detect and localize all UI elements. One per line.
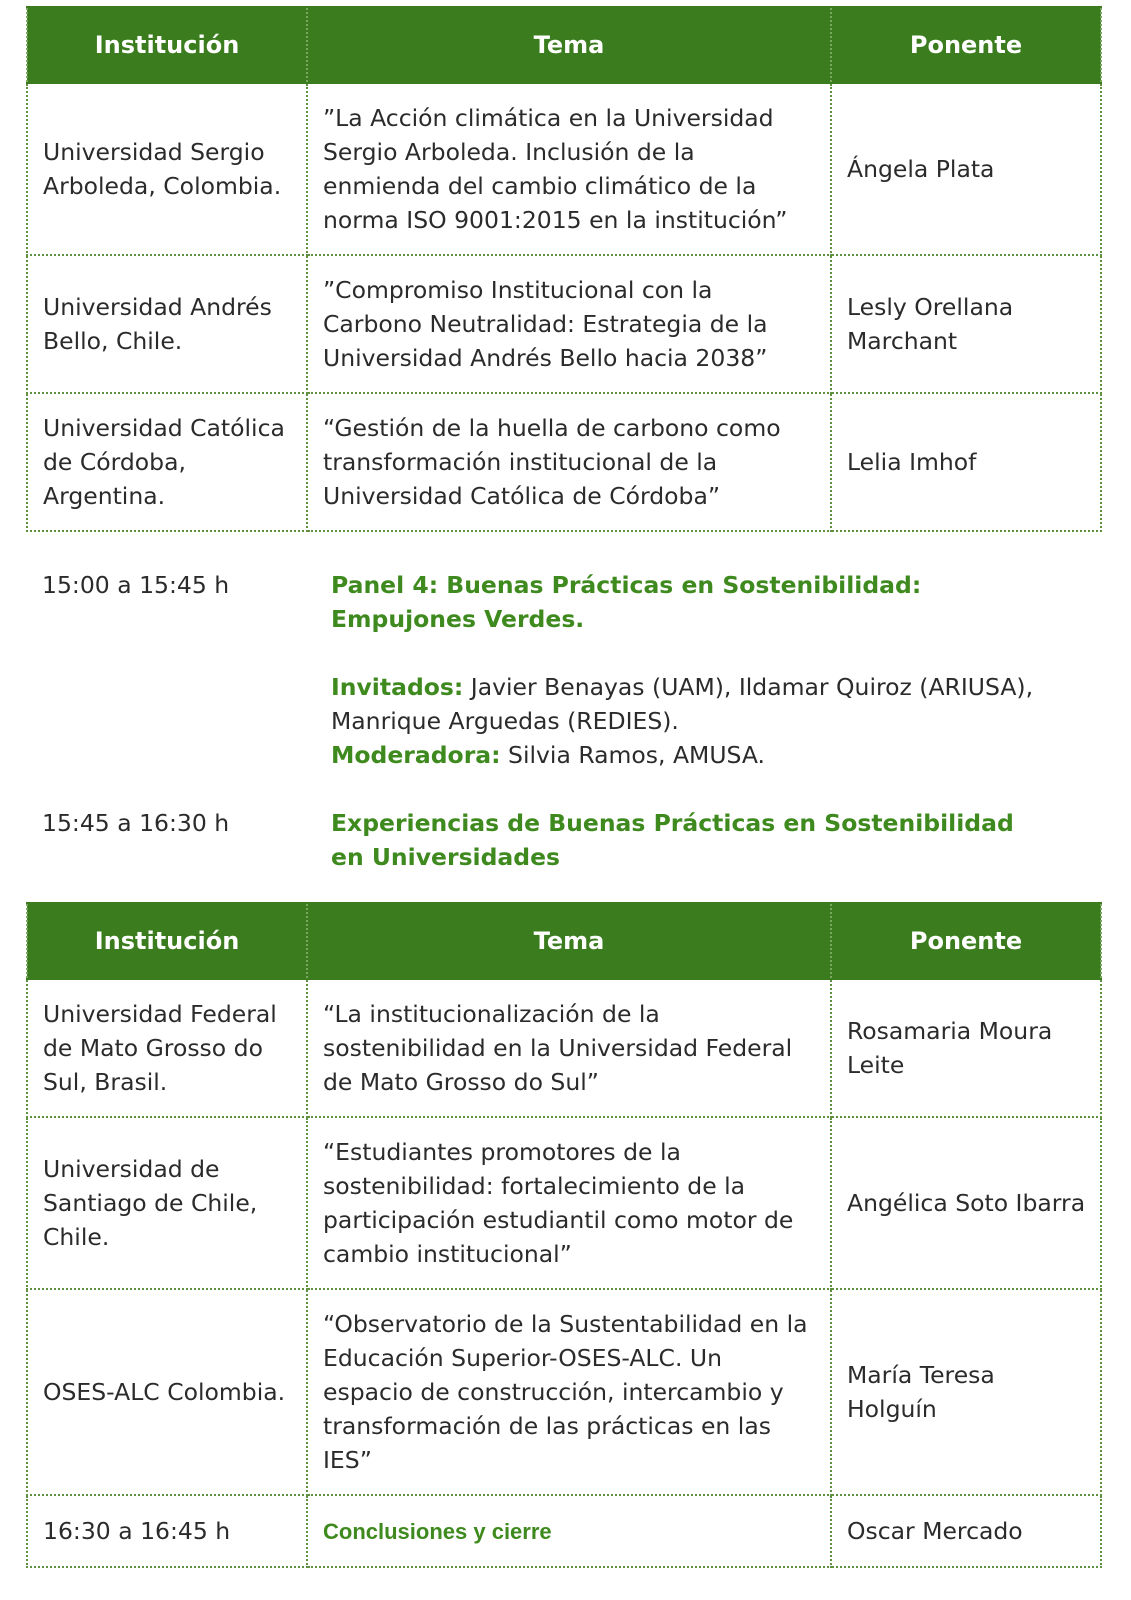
header-institucion: Institución <box>27 903 307 979</box>
guests-line <box>331 670 1071 738</box>
tema-cell: “Observatorio de la Sustentabilidad en la Educación Superior-OSES-ALC. Un espacio de construcción, intercambio y transformación de las prácticas en las IES” <box>307 1289 831 1495</box>
institucion-cell: Universidad Andrés Bello, Chile. <box>27 255 307 393</box>
institucion-cell: Universidad Federal de Mato Grosso do Sul, Brasil. <box>27 979 307 1117</box>
panel-block <box>331 568 1071 772</box>
header-ponente: Ponente <box>831 903 1101 979</box>
tema-cell: “La institucionalización de la sostenibilidad en la Universidad Federal de Mato Grosso do Sul” <box>307 979 831 1117</box>
institucion-cell: Universidad Sergio Arboleda, Colombia. <box>27 83 307 255</box>
closing-ponente-cell: Oscar Mercado <box>831 1495 1101 1567</box>
ponente-cell: Lelia Imhof <box>831 393 1101 531</box>
ponente-cell: Ángela Plata <box>831 83 1101 255</box>
closing-title-cell <box>307 1495 831 1567</box>
ponente-cell: María Teresa Holguín <box>831 1289 1101 1495</box>
tema-cell: “Gestión de la huella de carbono como transformación institucional de la Universidad Católica de Córdoba” <box>307 393 831 531</box>
table-header-row <box>27 7 1101 83</box>
table-row <box>27 979 1101 1117</box>
ponente-cell: Angélica Soto Ibarra <box>831 1117 1101 1289</box>
guests-label: Invitados: <box>331 673 464 701</box>
header-ponente: Ponente <box>831 7 1101 83</box>
tema-cell: ”La Acción climática en la Universidad Sergio Arboleda. Inclusión de la enmienda del cambio climático de la norma ISO 9001:2015 en la institución” <box>307 83 831 255</box>
agenda-table-1 <box>26 6 1102 532</box>
table-row <box>27 393 1101 531</box>
tema-cell: “Estudiantes promotores de la sostenibilidad: fortalecimiento de la participación estudiantil como motor de cambio institucional” <box>307 1117 831 1289</box>
closing-time-cell: 16:30 a 16:45 h <box>27 1495 307 1567</box>
session-title: Experiencias de Buenas Prácticas en Sostenibilidad en Universidades <box>331 809 1014 871</box>
agenda-table-2 <box>26 902 1102 1568</box>
panel-title: Panel 4: Buenas Prácticas en Sostenibilidad: Empujones Verdes. <box>331 571 922 633</box>
institucion-cell: Universidad de Santiago de Chile, Chile. <box>27 1117 307 1289</box>
table-row <box>27 1117 1101 1289</box>
tema-cell: ”Compromiso Institucional con la Carbono Neutralidad: Estrategia de la Universidad Andrés Bello hacia 2038” <box>307 255 831 393</box>
table-row <box>27 1495 1101 1567</box>
session-time: 15:00 a 15:45 h <box>42 571 230 599</box>
header-tema: Tema <box>307 903 831 979</box>
header-tema: Tema <box>307 7 831 83</box>
moderator-label: Moderadora: <box>331 741 501 769</box>
table-header-row <box>27 903 1101 979</box>
table-row <box>27 1289 1101 1495</box>
institucion-cell: OSES-ALC Colombia. <box>27 1289 307 1495</box>
ponente-cell: Lesly Orellana Marchant <box>831 255 1101 393</box>
header-institucion: Institución <box>27 7 307 83</box>
table-row <box>27 255 1101 393</box>
institucion-cell: Universidad Católica de Córdoba, Argentina. <box>27 393 307 531</box>
moderator-line <box>331 738 1071 772</box>
closing-title: Conclusiones y cierre <box>323 1518 552 1544</box>
session-block <box>331 806 1051 874</box>
moderator-text: Silvia Ramos, AMUSA. <box>500 741 766 769</box>
table-row <box>27 83 1101 255</box>
guests-text: Javier Benayas (UAM), Ildamar Quiroz (ARIUSA), Manrique Arguedas (REDIES). <box>331 673 1034 735</box>
ponente-cell: Rosamaria Moura Leite <box>831 979 1101 1117</box>
session-time: 15:45 a 16:30 h <box>42 809 230 837</box>
